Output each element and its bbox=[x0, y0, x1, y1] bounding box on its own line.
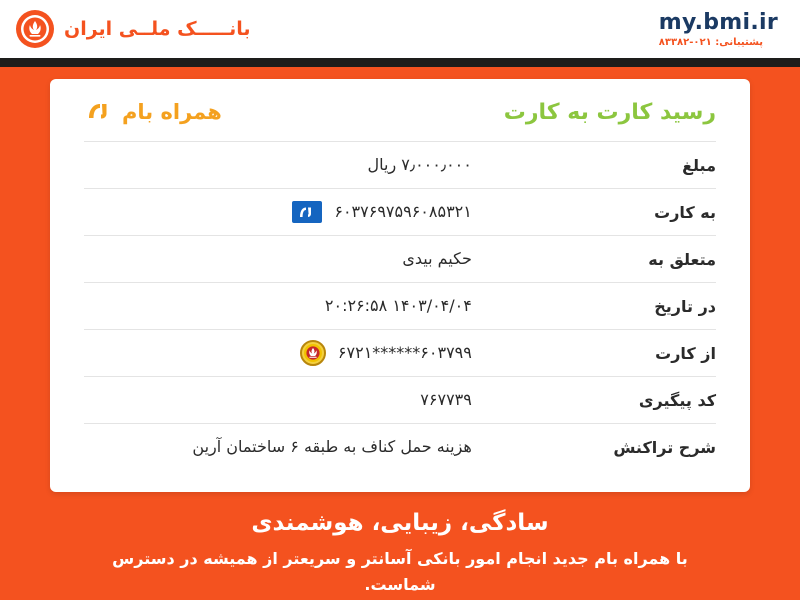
bank-brand bbox=[16, 10, 250, 48]
row-label: از کارت bbox=[655, 343, 716, 363]
table-row bbox=[84, 376, 716, 423]
site-brand bbox=[659, 10, 778, 49]
row-value-text: ۶۰۳۷۶۹۷۵۹۶۰۸۵۳۲۱ bbox=[334, 201, 472, 221]
row-label: به کارت bbox=[654, 202, 716, 222]
receipt-title: رسید کارت به کارت bbox=[503, 99, 716, 125]
receipt-card-header bbox=[84, 97, 716, 141]
row-value-text: ۷٫۰۰۰٫۰۰۰ ریال bbox=[367, 154, 472, 174]
table-row bbox=[84, 235, 716, 282]
row-label: کد پیگیری bbox=[638, 390, 716, 410]
bmi-emblem-icon bbox=[16, 10, 54, 48]
page-body bbox=[0, 67, 800, 600]
bank-melli-card-icon bbox=[292, 201, 322, 223]
table-row bbox=[84, 141, 716, 188]
row-value bbox=[84, 294, 476, 319]
app-brand-label: همراه بام bbox=[122, 100, 222, 124]
page-header bbox=[0, 0, 800, 58]
bank-melli-seal-icon bbox=[300, 340, 326, 366]
row-value-text: هزینه حمل کناف به طبقه ۶ ساختمان آرین bbox=[192, 437, 472, 457]
support-phone: پشتیبانی: ۰۲۱-۸۳۳۸۲ bbox=[658, 36, 764, 48]
bam-logo-icon bbox=[84, 97, 114, 127]
row-value bbox=[84, 153, 476, 178]
row-value bbox=[84, 340, 476, 366]
receipt-card bbox=[50, 79, 750, 492]
table-row bbox=[84, 423, 716, 470]
receipt-rows bbox=[84, 141, 716, 470]
row-value bbox=[84, 247, 476, 272]
row-value bbox=[84, 434, 476, 460]
row-label: در تاریخ bbox=[654, 296, 716, 316]
footer-headline: سادگی، زیبایی، هوشمندی bbox=[251, 510, 549, 536]
table-row bbox=[84, 188, 716, 235]
table-row bbox=[84, 282, 716, 329]
row-label: متعلق به bbox=[648, 249, 716, 269]
row-value bbox=[84, 200, 476, 225]
row-value-text: ۶۰۳۷۹۹******۶۷۲۱ bbox=[337, 342, 472, 362]
footer-subline: با همراه بام جدید انجام امور بانکی آسانتر و سریعتر از همیشه در دسترس شماست. bbox=[112, 549, 688, 595]
row-value-text: ۱۴۰۳/۰۴/۰۴ ۲۰:۲۶:۵۸ bbox=[324, 295, 472, 315]
header-divider-bar bbox=[0, 58, 800, 67]
footer bbox=[0, 510, 800, 599]
row-label: مبلغ bbox=[682, 155, 716, 175]
row-value-text: ۷۶۷۷۳۹ bbox=[420, 389, 472, 409]
row-value-text: حکیم بیدی bbox=[402, 248, 472, 268]
table-row bbox=[84, 329, 716, 376]
row-label: شرح تراکنش bbox=[613, 437, 716, 457]
app-brand bbox=[84, 97, 222, 127]
row-value bbox=[84, 388, 476, 413]
site-url: my.bmi.ir bbox=[658, 9, 778, 35]
bank-name: بانـــــک ملــی ایران bbox=[64, 18, 251, 40]
